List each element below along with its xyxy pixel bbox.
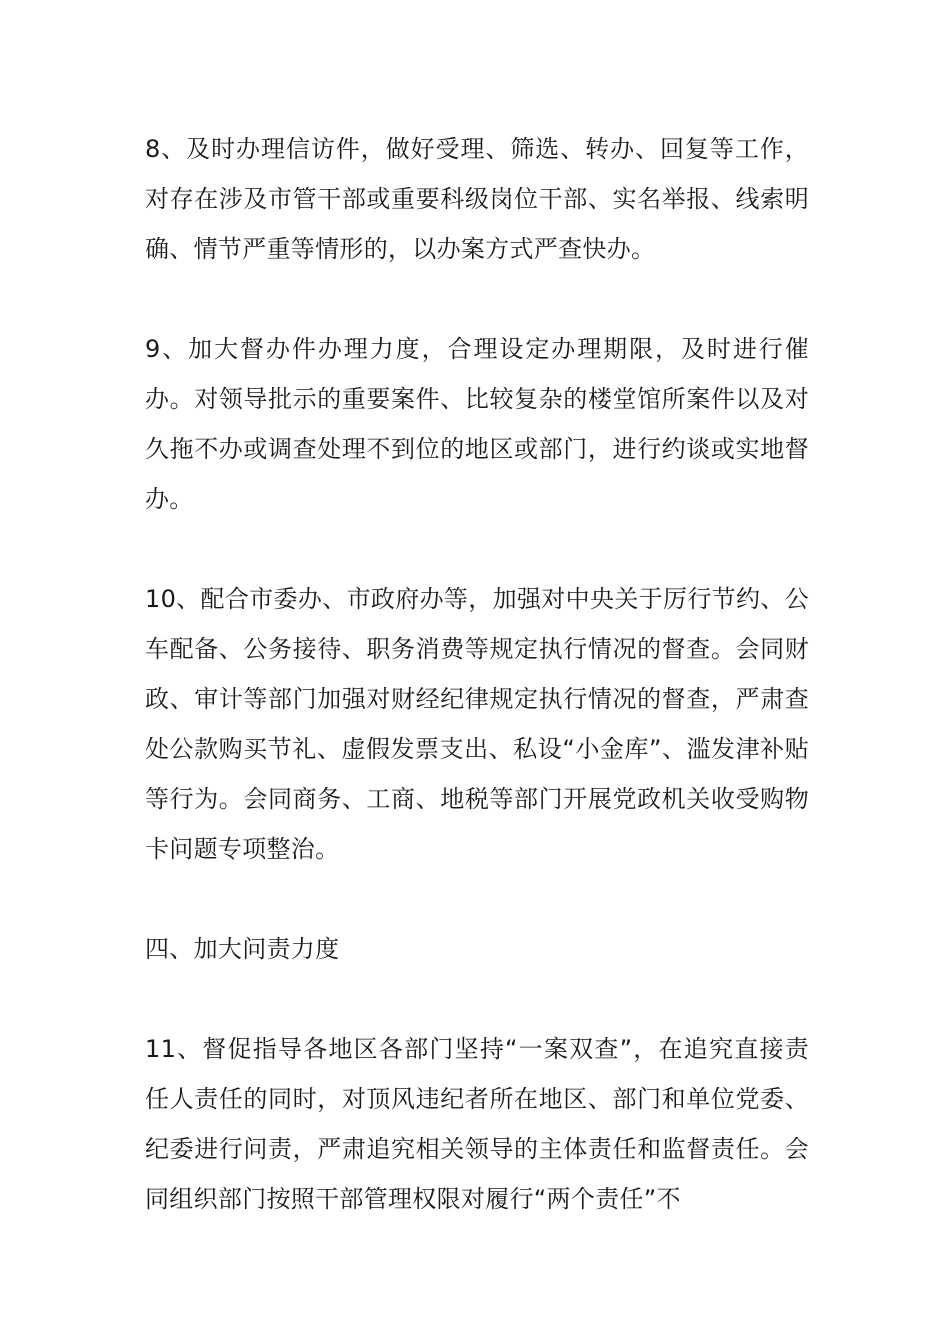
paragraph-item-10: 10、配合市委办、市政府办等，加强对中央关于厉行节约、公车配备、公务接待、职务消费等规定执行情况的督查。会同财政、审计等部门加强对财经纪律规定执行情况的督查，严肃查处公款购买节礼、虚假发票支出、私设“小金库”、滥发津补贴等行为。会同商务、工商、地税等部门开展党政机关收受购物卡问题专项整治。 bbox=[145, 585, 809, 863]
paragraph-item-9: 9、加大督办件办理力度，合理设定办理期限，及时进行催办。对领导批示的重要案件、比较复杂的楼堂馆所案件以及对久拖不办或调查处理不到位的地区或部门，进行约谈或实地督办。 bbox=[145, 335, 809, 513]
document-body bbox=[145, 124, 809, 1224]
paragraph-item-8: 8、及时办理信访件，做好受理、筛选、转办、回复等工作，对存在涉及市管干部或重要科级岗位干部、实名举报、线索明确、情节严重等情形的，以办案方式严查快办。 bbox=[145, 135, 809, 263]
section-heading: 四、加大问责力度 bbox=[145, 935, 340, 963]
paragraph-item-11: 11、督促指导各地区各部门坚持“一案双查”，在追究直接责任人责任的同时，对顶风违纪者所在地区、部门和单位党委、纪委进行问责，严肃追究相关领导的主体责任和监督责任。会同组织部门按照干部管理权限对履行“两个责任”不 bbox=[145, 1035, 809, 1213]
